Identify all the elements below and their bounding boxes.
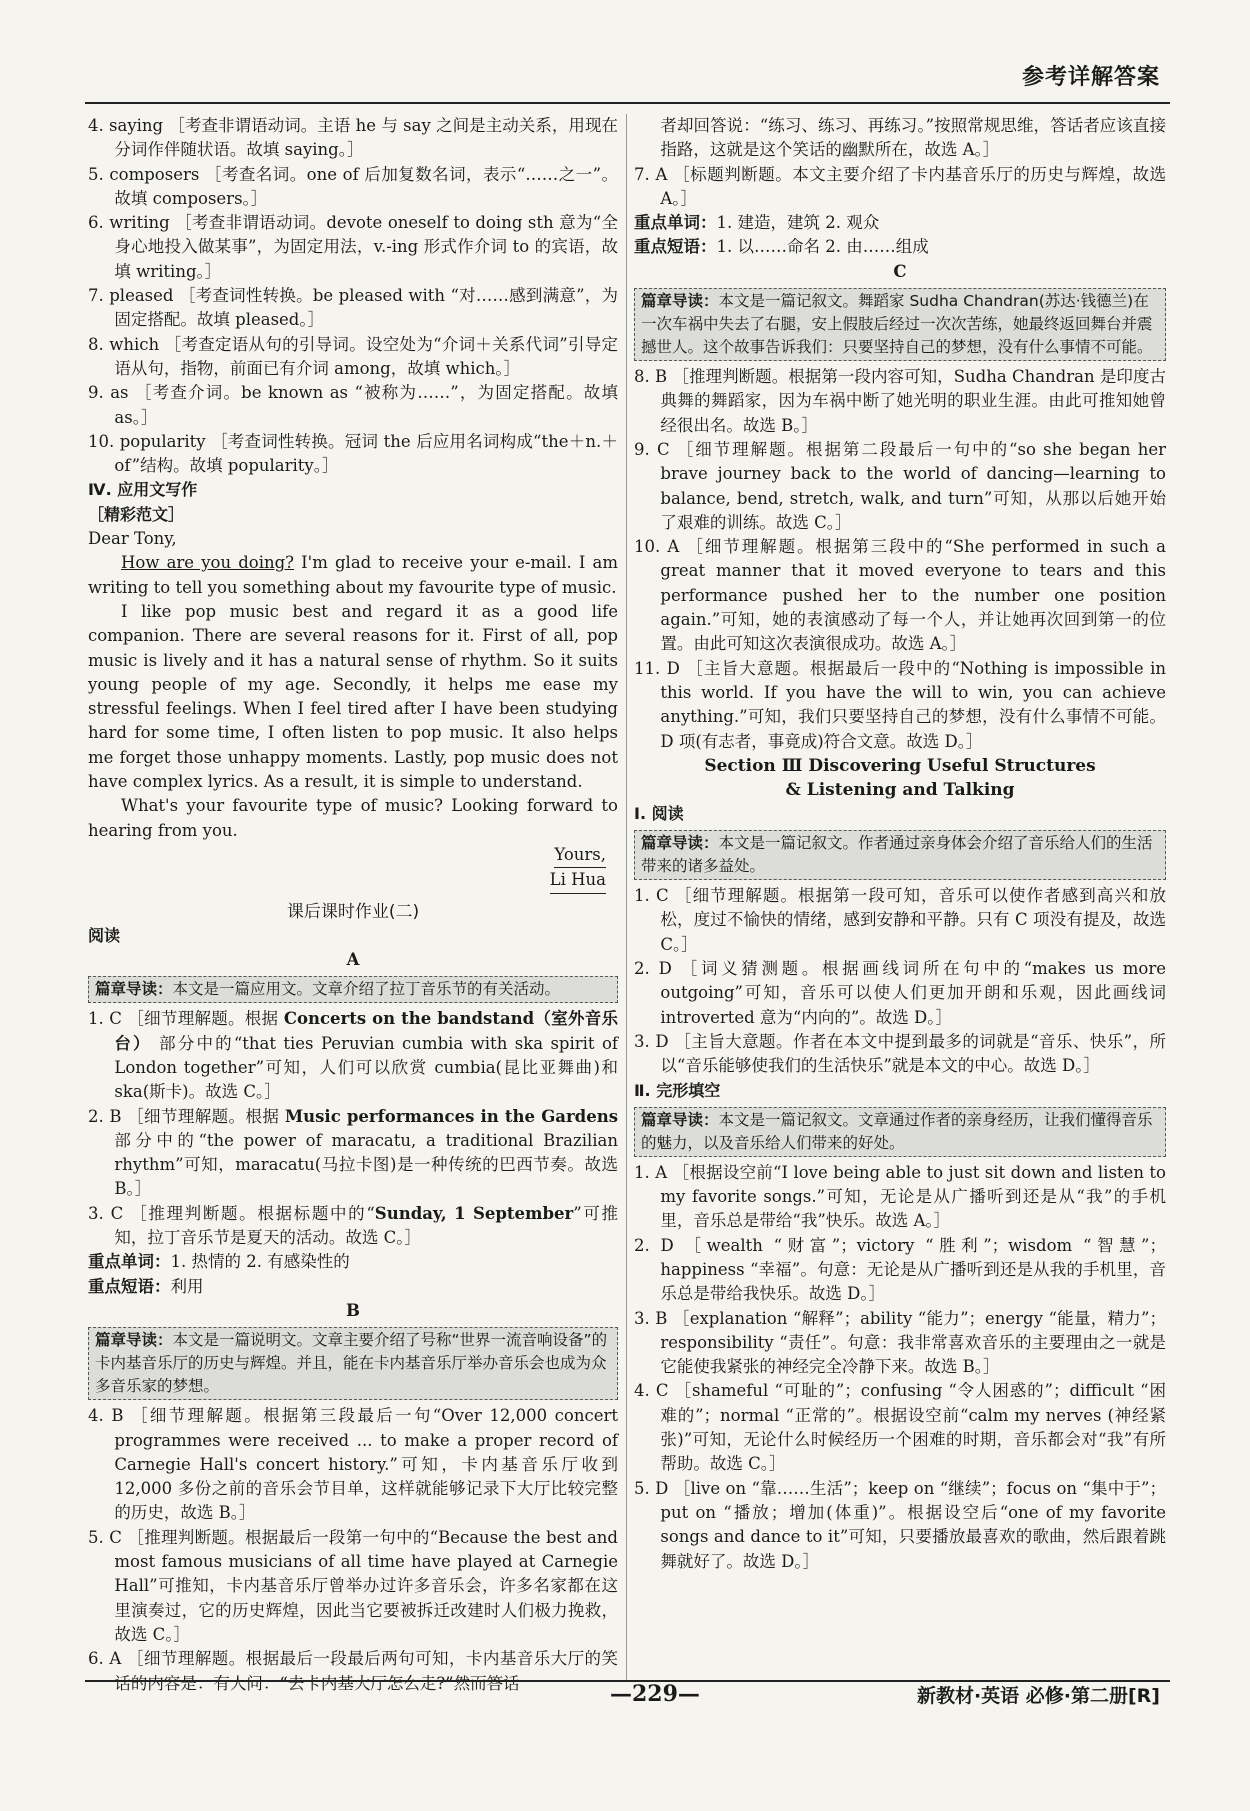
guide-box-b: 篇章导读：本文是一篇说明文。文章主要介绍了号称“世界一流音响设备”的卡内基音乐厅的历史与辉煌。并且，能在卡内基音乐厅举办音乐会也成为众多音乐家的梦想。 <box>88 1327 618 1400</box>
vocab-a: 重点单词：1. 热情的 2. 有感染性的 <box>88 1252 350 1272</box>
guide-box-c: 篇章导读：本文是一篇记叙文。舞蹈家 Sudha Chandran(苏达·钱德兰)在一次车祸中失去了右腿，安上假肢后经过一次次苦练，她最终返回舞台并震撼世人。这个故事告诉我们：只要坚持自己的梦想，没有什么事情不可能。 <box>634 288 1166 361</box>
answer-item <box>634 365 1166 438</box>
answer-text: 9. C ［细节理解题。根据第二段最后一句中的“so she began her brave journey back to the world of dancing—learning to balance, bend, stretch, walk, and turn”可知，从那以后她开始了艰难的训练。故选 C。］ <box>634 439 1166 532</box>
book-title-footer: 新教材·英语 必修·第二册[R] <box>916 1685 1160 1707</box>
answer-item <box>88 1105 618 1202</box>
answer-text: 11. D ［主旨大意题。根据最后一段中的“Nothing is impossible in this world. If you have the will to win, you can achieve anything.”可知，我们只要坚持自己的梦想，没有什么事情不可能。D 项(有志者，事竟成)符合文意。故选 D。］ <box>634 658 1166 751</box>
answer-text: Music performances in the Gardens <box>284 1106 618 1126</box>
answer-text: 10. popularity ［考查词性转换。冠词 the 后应用名词构成“the＋n.＋of”结构。故填 popularity。］ <box>88 431 618 476</box>
header-rule <box>85 102 1170 104</box>
answer-text: 部分中的“the power of maracatu, a traditional Brazilian rhythm”可知，maracatu(马拉卡图)是一种传统的巴西节奏。故选 B。］ <box>114 1130 618 1199</box>
homework-title: 课后课时作业(二) <box>286 901 420 922</box>
answer-text: 1. A ［根据设空前“I love being able to just sit down and listen to my favorite songs.”可知，无论是从广播听到还是从“我”的手机里，音乐总是带给“我”快乐。故选 A。］ <box>634 1162 1166 1231</box>
answer-text: 部分中的“that ties Peruvian cumbia with ska spirit of London together”可知，人们可以欣赏 cumbia(昆比亚舞曲)和 ska(斯卡)。故选 C。］ <box>114 1033 618 1102</box>
answer-item <box>634 957 1166 1030</box>
answer-item <box>88 284 618 333</box>
answer-item <box>88 381 618 430</box>
reading-heading: 阅读 <box>88 925 121 945</box>
answer-7: 7. A ［标题判断题。本文主要介绍了卡内基音乐厅的历史与辉煌，故选 A。］ <box>634 164 1166 208</box>
answer-item <box>88 163 618 212</box>
answer-text: 5. D ［live on “靠……生活”；keep on “继续”；focus on “集中于”；put on “播放；增加(体重)”。根据设空后“one of my favorite songs and dance to it”可知，只要播放最喜欢的歌曲，然后跟着跳舞就好了。故选 D。］ <box>634 1478 1166 1571</box>
answer-item <box>88 333 618 382</box>
answer-text: ”可推知，拉丁音乐节是夏天的活动。故选 C。］ <box>114 1203 619 1248</box>
reading-answers <box>634 884 1166 1078</box>
right-column <box>634 114 1166 1574</box>
phrase-a: 重点短语：利用 <box>88 1276 204 1296</box>
answer-item <box>634 1477 1166 1574</box>
grammar-answers <box>88 114 618 478</box>
page-header-title: 参考详解答案 <box>1021 65 1160 90</box>
writing-heading: Ⅳ. 应用文写作 <box>88 480 198 500</box>
letter-signature: Li Hua <box>88 868 618 893</box>
answer-item <box>88 114 618 163</box>
letter-paragraph-1-rest: I'm glad to receive your e-mail. I am writing to tell you something about my favourite type of music. <box>88 553 618 597</box>
part-a-answers <box>88 1007 618 1250</box>
phrase-b: 重点短语：1. 以……命名 2. 由……组成 <box>634 237 929 257</box>
answer-item <box>634 1379 1166 1476</box>
answer-text: 4. B ［细节理解题。根据第三段最后一句“Over 12,000 concert programmes were received ... to make a proper record of Carnegie Hall's concert history.”可知，卡内基音乐厅收到 12,000 多份之前的音乐会节目单，这样就能够记录下大厅比较完整的历史，故选 B。］ <box>88 1406 618 1523</box>
answer-item <box>634 884 1166 957</box>
part-a-label: A <box>346 950 360 970</box>
answer-item <box>88 211 618 284</box>
answer-item <box>88 430 618 479</box>
letter-paragraph-2: I like pop music best and regard it as a good life companion. There are several reasons for it. First of all, pop music is lively and it has a natural sense of rhythm. So it suits young people of my age. Secondly, it helps me ease my stressful feelings. When I feel tired after I have been studying hard for some time, I often listen to pop music. It also helps me forget those unhappy moments. Lastly, pop music does not have complex lyrics. As a result, it is simple to understand. <box>88 601 618 792</box>
section-title-line-2: & Listening and Talking <box>785 779 1015 800</box>
letter-paragraph-1 <box>88 551 618 600</box>
part-c-label: C <box>893 261 907 281</box>
cloze-heading: Ⅱ. 完形填空 <box>634 1080 721 1100</box>
page-number: —229— <box>610 1681 700 1707</box>
answer-item <box>634 1307 1166 1380</box>
letter-closing: Yours, <box>88 843 618 868</box>
part-b-answers <box>88 1404 618 1696</box>
answer-text: 9. as ［考查介词。be known as “被称为……”，为固定搭配。故填 as。］ <box>88 383 618 427</box>
answer-text: 6. writing ［考查非谓语动词。devote oneself to doing sth 意为“全身心地投入做某事”，为固定用法，v.-ing 形式作介词 to 的宾语，故填 writing。］ <box>88 213 618 281</box>
left-column <box>88 114 618 1696</box>
answer-text: 7. pleased ［考查词性转换。be pleased with “对……感到满意”，为固定搭配。故填 pleased。］ <box>88 286 618 330</box>
answer-item <box>88 1404 618 1525</box>
answer-text: 5. C ［推理判断题。根据最后一段第一句中的“Because the best and most famous musicians of all time have played at Carnegie Hall”可推知，卡内基音乐厅曾举办过许多音乐会，许多名家都在这里演奏过，它的历史辉煌，因此当它要被拆迁改建时人们极力挽救，故选 C。］ <box>88 1527 618 1644</box>
vocab-b: 重点单词：1. 建造，建筑 2. 观众 <box>634 213 880 233</box>
letter-underlined-opening: How are you doing? <box>121 553 295 573</box>
answer-text: 2. D ［词义猜测题。根据画线词所在句中的“makes us more outgoing”可知，音乐可以使人们更加开朗和乐观，因此画线词 introverted 意为“内向的”。故选 D。］ <box>634 959 1166 1027</box>
answer-item <box>634 535 1166 656</box>
answer-item <box>634 657 1166 754</box>
answer-item <box>634 438 1166 535</box>
answer-text: 4. saying ［考查非谓语动词。主语 he 与 say 之间是主动关系，用现在分词作伴随状语。故填 saying。］ <box>88 116 618 160</box>
answer-text: 8. B ［推理判断题。根据第一段内容可知，Sudha Chandran 是印度古典舞的舞蹈家，因为车祸中断了她光明的职业生涯。由此可推知她曾经很出名。故选 B。］ <box>634 367 1166 435</box>
cloze-answers <box>634 1161 1166 1574</box>
answer-item <box>634 1030 1166 1079</box>
answer-6-continued: 者却回答说：“练习、练习、再练习。”按照常规思维，答话者应该直接指路，这就是这个笑话的幽默所在，故选 A。］ <box>660 116 1166 160</box>
answer-text: 2. B ［细节理解题。根据 <box>88 1106 285 1126</box>
answer-item <box>88 1647 618 1696</box>
answer-text: 3. B ［explanation “解释”；ability “能力”；energy “能量，精力”；responsibility “责任”。句意：我非常喜欢音乐的主要理由之一就是它能使我紧张的神经完全冷静下来。故选 B。］ <box>634 1308 1166 1377</box>
answer-text: Sunday, 1 September <box>374 1203 574 1223</box>
answer-text: 4. C ［shameful “可耻的”；confusing “令人困惑的”；difficult “困难的”；normal “正常的”。根据设空前“calm my nerves (神经紧张)”可知，无论什么时候经历一个困难的时期，音乐都会对“我”有所帮助。故选 C。］ <box>634 1381 1166 1474</box>
answer-item <box>634 1161 1166 1234</box>
answer-text: 6. A ［细节理解题。根据最后一段最后两句可知，卡内基音乐大厅的笑话的内容是：有人问：“去卡内基大厅怎么走?”然而答话 <box>88 1649 618 1693</box>
answer-text: 2. D ［wealth “财富”；victory “胜利”；wisdom “智慧”；happiness “幸福”。句意：无论是从广播听到还是从我的手机里，音乐总是带给我快乐。故选 D。］ <box>634 1235 1166 1304</box>
letter-greeting: Dear Tony, <box>88 529 177 549</box>
answer-text: 1. C ［细节理解题。根据 <box>88 1009 284 1029</box>
answer-text: 3. C ［推理判断题。根据标题中的“ <box>88 1203 375 1223</box>
guide-box-cloze: 篇章导读：本文是一篇记叙文。文章通过作者的亲身经历，让我们懂得音乐的魅力，以及音乐给人们带来的好处。 <box>634 1107 1166 1157</box>
answer-text: Concerts on the bandstand（室外音乐台） <box>114 1009 619 1053</box>
answer-text: 1. C ［细节理解题。根据第一段可知，音乐可以使作者感到高兴和放松，度过不愉快的情绪，感到安静和平静。只有 C 项没有提及，故选 C。］ <box>634 886 1166 954</box>
answer-item <box>634 1234 1166 1307</box>
model-letter <box>88 527 618 893</box>
answer-item <box>88 1007 618 1104</box>
answer-item <box>88 1526 618 1647</box>
guide-box-a: 篇章导读：本文是一篇应用文。文章介绍了拉丁音乐节的有关活动。 <box>88 976 618 1003</box>
answer-text: 5. composers ［考查名词。one of 后加复数名词，表示“……之一”。故填 composers。］ <box>88 164 618 208</box>
answer-item <box>88 1202 618 1251</box>
answer-text: 10. A ［细节理解题。根据第三段中的“She performed in such a great manner that it moved everyone to tears and this performance pushed her to the number one position again.”可知，她的表演感动了每一个人，并让她再次回到第一的位置。由此可知这次表演很成功。故选 A。］ <box>634 537 1166 654</box>
model-essay-label: ［精彩范文］ <box>88 504 185 524</box>
part-b-label: B <box>346 1300 360 1320</box>
part-c-answers <box>634 365 1166 754</box>
answer-text: 8. which ［考查定语从句的引导词。设空处为“介词＋关系代词”引导定语从句，指物，前面已有介词 among，故填 which。］ <box>88 334 618 378</box>
section-reading-heading: Ⅰ. 阅读 <box>634 803 684 823</box>
guide-box-reading: 篇章导读：本文是一篇记叙文。作者通过亲身体会介绍了音乐给人们的生活带来的诸多益处。 <box>634 830 1166 880</box>
section-title-line-1: Section Ⅲ Discovering Useful Structures <box>704 755 1096 776</box>
answer-text: 3. D ［主旨大意题。作者在本文中提到最多的词就是“音乐、快乐”，所以“音乐能够使我们的生活快乐”就是本文的中心。故选 D。］ <box>634 1031 1166 1076</box>
letter-paragraph-3: What's your favourite type of music? Looking forward to hearing from you. <box>88 796 618 840</box>
